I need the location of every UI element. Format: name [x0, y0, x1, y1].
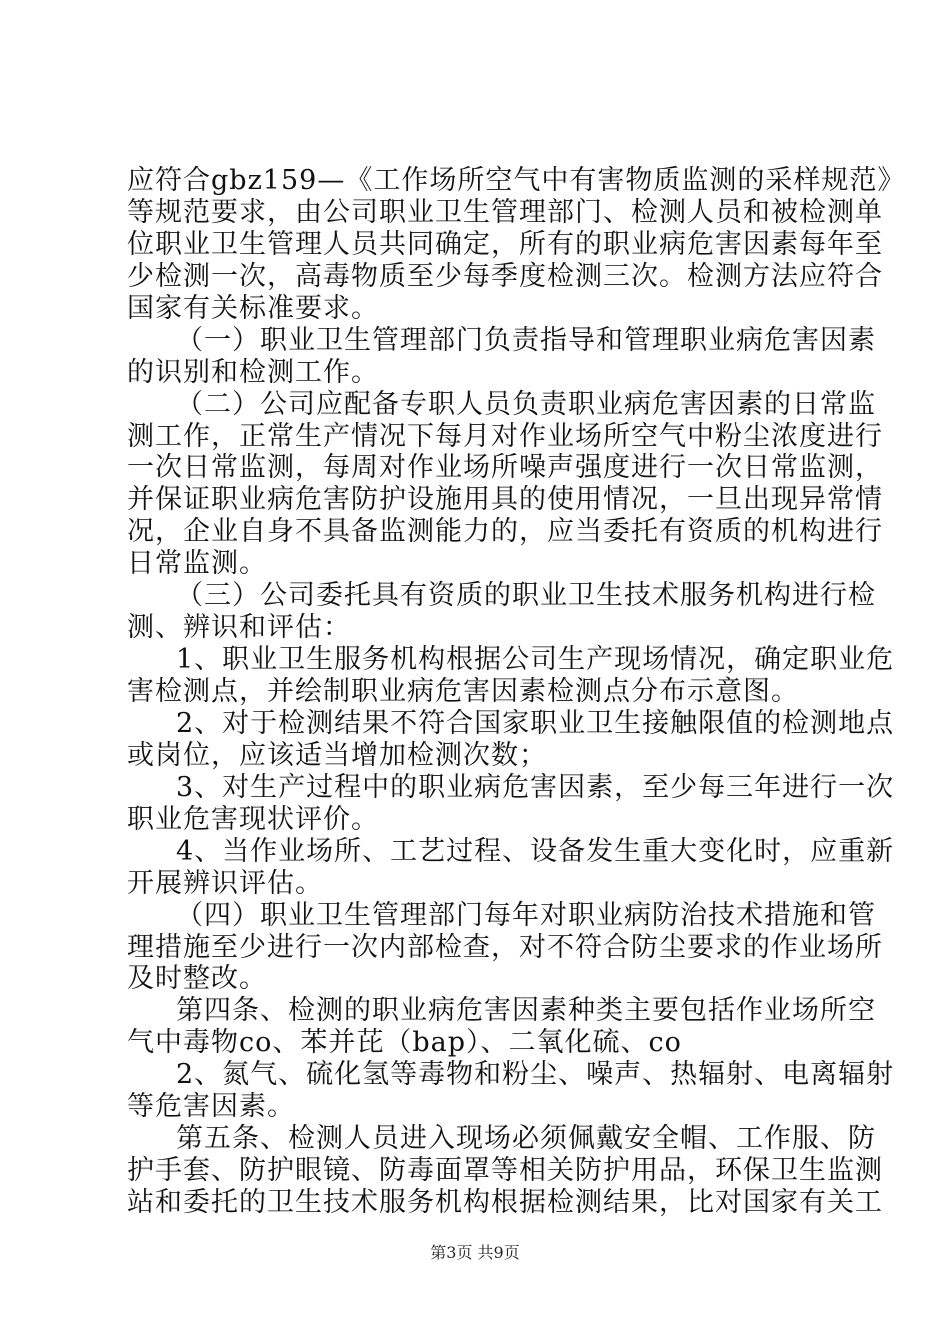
text-line: 第四条、检测的职业病危害因素种类主要包括作业场所空: [176, 995, 876, 1027]
text-line: 职业危害现状评价。: [127, 803, 379, 835]
text-line: 站和委托的卫生技术服务机构根据检测结果，比对国家有关工: [127, 1187, 883, 1219]
text-line: 及时整改。: [127, 963, 267, 995]
text-line: 2、对于检测结果不符合国家职业卫生接触限值的检测地点: [176, 707, 895, 739]
text-line: 等危害因素。: [127, 1091, 295, 1123]
text-line: 2、氮气、硫化氢等毒物和粉尘、噪声、热辐射、电离辐射: [176, 1059, 895, 1091]
text-line: 测、辨识和评估：: [127, 612, 351, 644]
text-line: 一次日常监测，每周对作业场所噪声强度进行一次日常监测，: [127, 452, 883, 484]
text-line: 位职业卫生管理人员共同确定，所有的职业病危害因素每年至: [127, 228, 883, 260]
text-line: （二）公司应配备专职人员负责职业病危害因素的日常监: [176, 388, 876, 420]
text-line: 测工作，正常生产情况下每月对作业场所空气中粉尘浓度进行: [127, 420, 883, 452]
text-line: 害检测点，并绘制职业病危害因素检测点分布示意图。: [127, 676, 799, 708]
text-line: 国家有关标准要求。: [127, 292, 379, 324]
text-line: 应符合gbz159—《工作场所空气中有害物质监测的采样规范》: [127, 165, 906, 196]
text-line: 护手套、防护眼镜、防毒面罩等相关防护用品，环保卫生监测: [127, 1155, 883, 1187]
text-line: 第五条、检测人员进入现场必须佩戴安全帽、工作服、防: [176, 1123, 876, 1155]
text-line: 3、对生产过程中的职业病危害因素，至少每三年进行一次: [176, 771, 895, 803]
text-line: 况，企业自身不具备监测能力的，应当委托有资质的机构进行: [127, 516, 883, 548]
text-line: 日常监测。: [127, 548, 267, 580]
text-line: （三）公司委托具有资质的职业卫生技术服务机构进行检: [176, 580, 876, 612]
text-line: （四）职业卫生管理部门每年对职业病防治技术措施和管: [176, 899, 876, 931]
text-line: 开展辨识评估。: [127, 867, 323, 899]
text-line: 气中毒物co、苯并芘（bap）、二氧化硫、co: [127, 1027, 682, 1059]
text-line: 少检测一次，高毒物质至少每季度检测三次。检测方法应符合: [127, 260, 883, 292]
text-line: 1、职业卫生服务机构根据公司生产现场情况，确定职业危: [176, 644, 895, 676]
text-line: 4、当作业场所、工艺过程、设备发生重大变化时，应重新: [176, 835, 895, 867]
text-line: （一）职业卫生管理部门负责指导和管理职业病危害因素: [176, 324, 876, 356]
text-line: 或岗位，应该适当增加检测次数；: [127, 739, 547, 771]
page-number-footer: 第3页 共9页: [430, 1243, 520, 1262]
text-line: 等规范要求，由公司职业卫生管理部门、检测人员和被检测单: [127, 196, 883, 228]
text-line: 的识别和检测工作。: [127, 356, 379, 388]
text-line: 理措施至少进行一次内部检查，对不符合防尘要求的作业场所: [127, 931, 883, 963]
text-line: 并保证职业病危害防护设施用具的使用情况，一旦出现异常情: [127, 484, 883, 516]
